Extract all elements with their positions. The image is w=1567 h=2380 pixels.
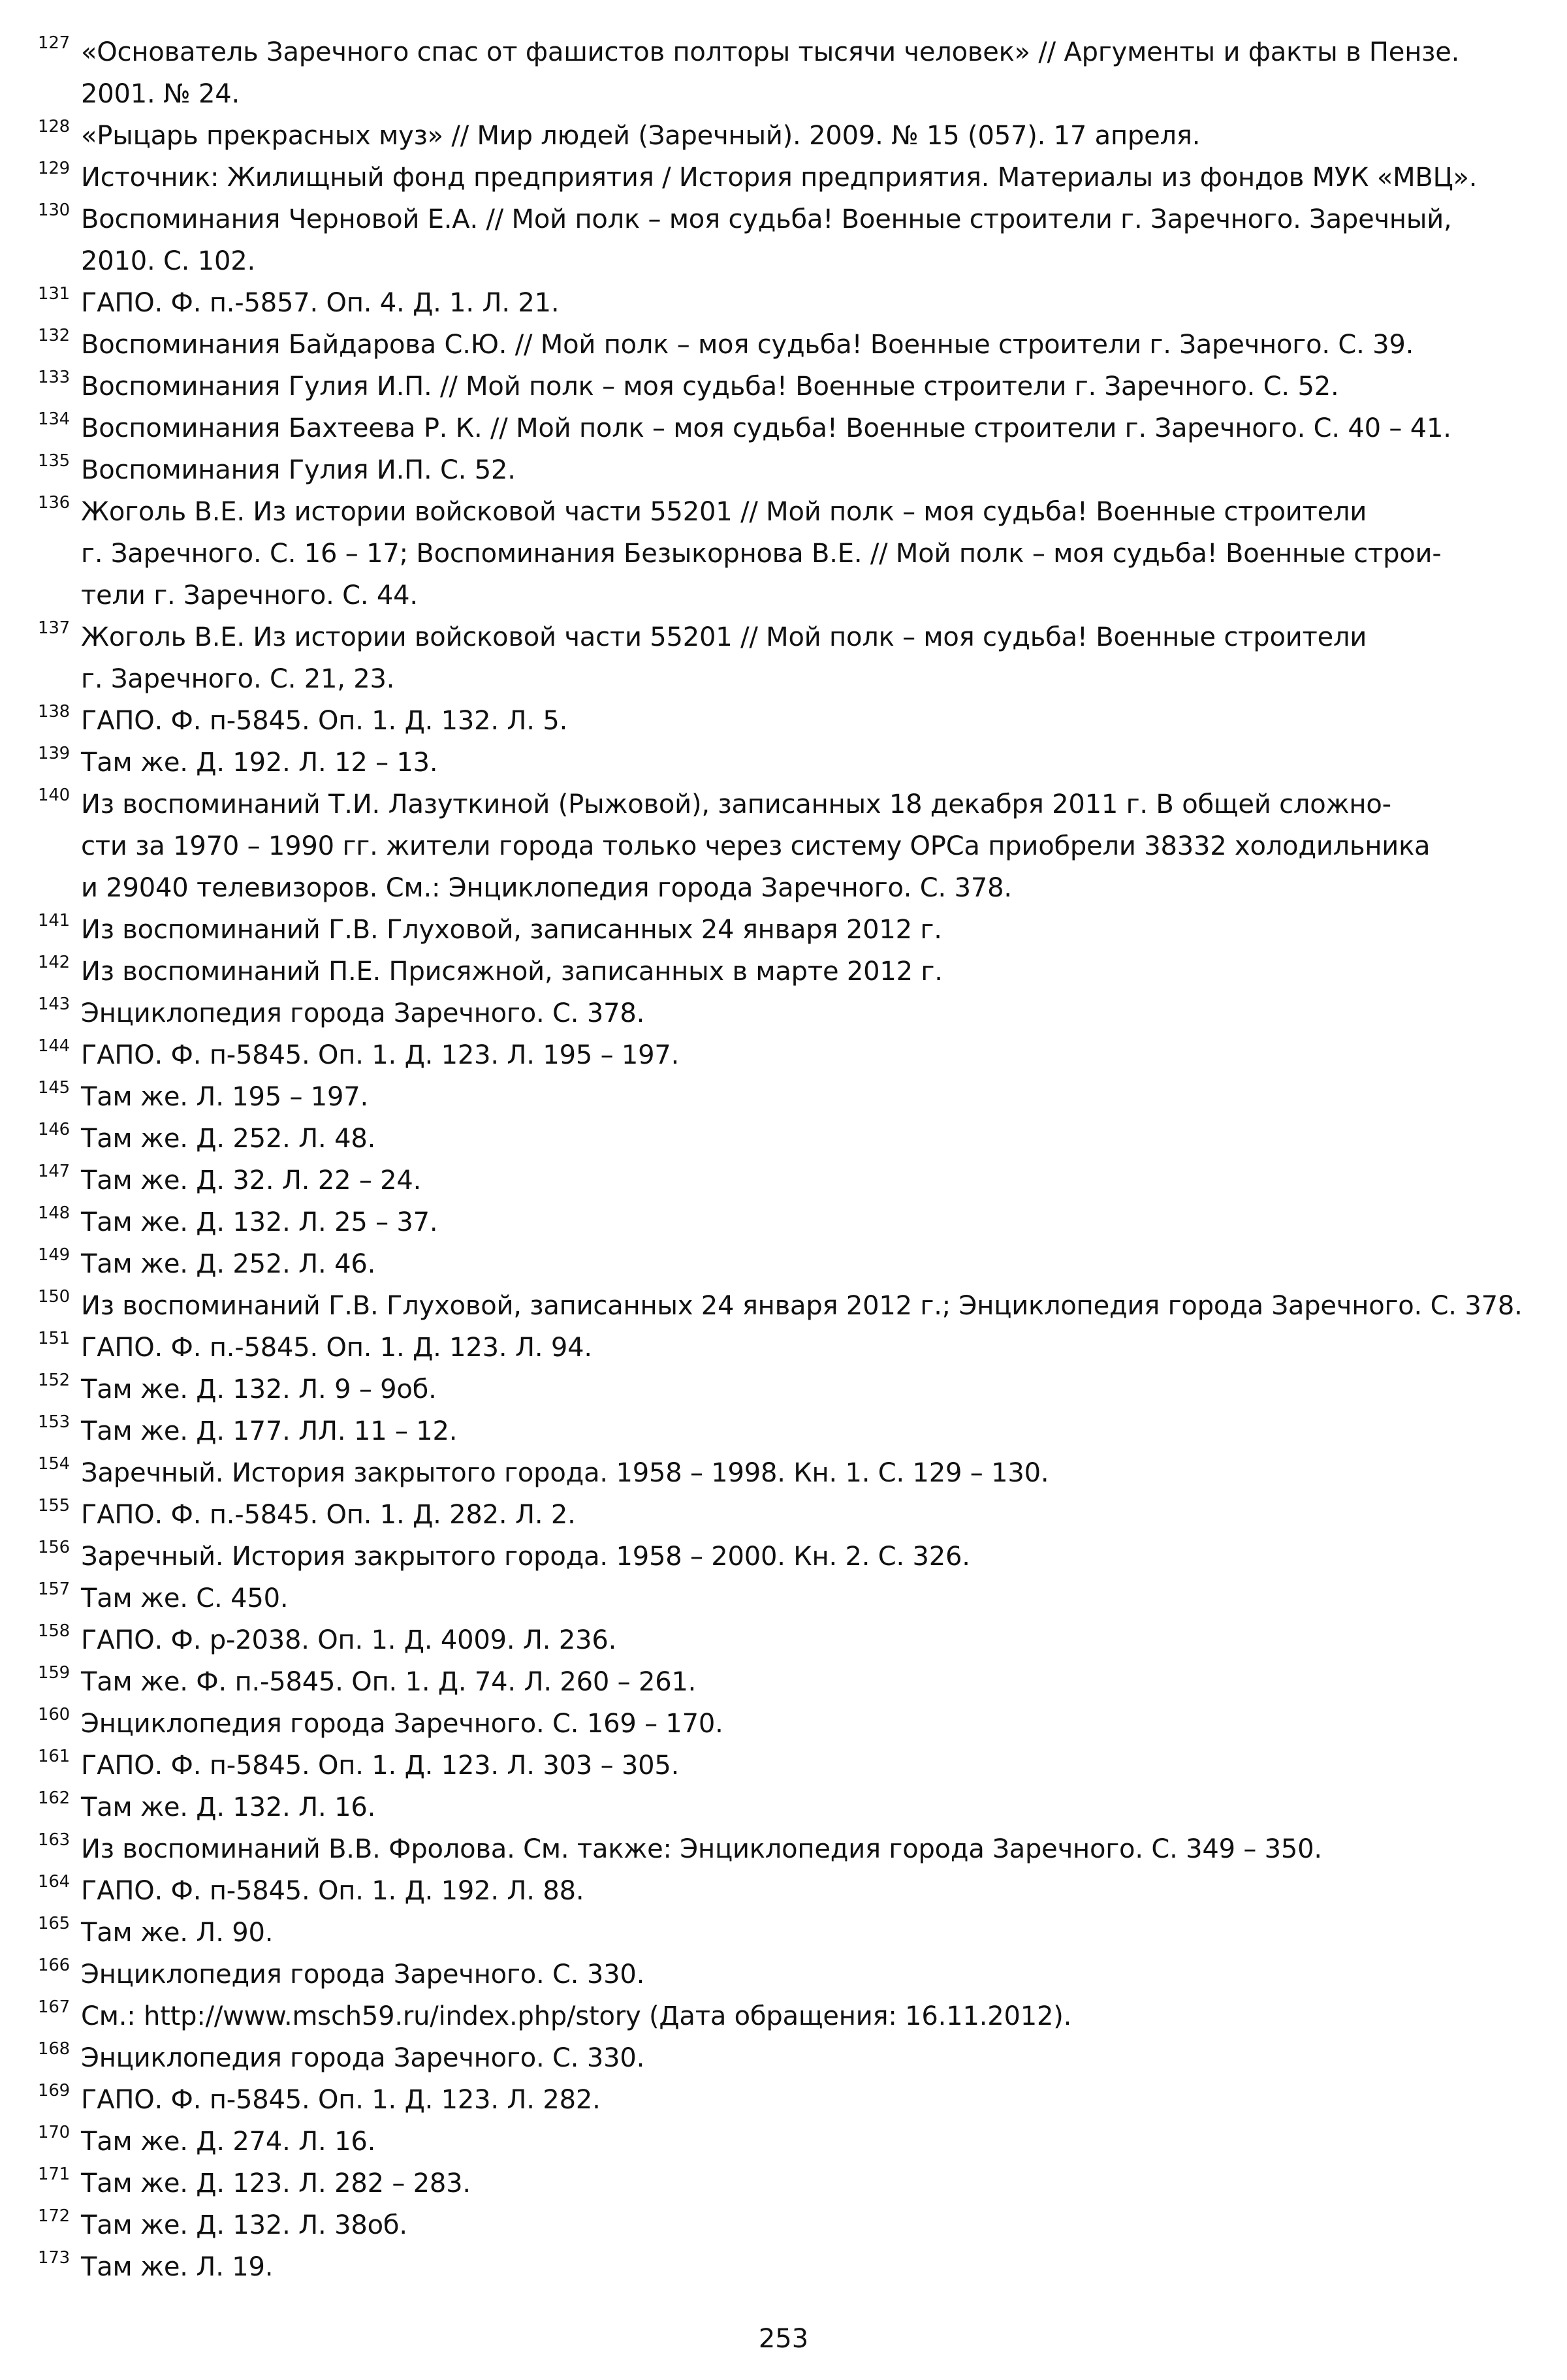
footnote [38, 616, 1540, 700]
footnote [38, 784, 1540, 909]
footnote-text [81, 1619, 1540, 1661]
footnote-text [81, 2037, 1540, 2079]
footnote-number: 156 [38, 1538, 71, 1557]
footnote-number: 147 [38, 1162, 71, 1181]
footnote-text [81, 1745, 1540, 1786]
footnote-line: Там же. Д. 132. Л. 25 – 37. [81, 1207, 438, 1237]
footnote-text [81, 1285, 1540, 1327]
footnote [38, 1494, 1540, 1536]
footnote [38, 366, 1540, 407]
footnote-text [81, 31, 1540, 115]
footnote-line: Воспоминания Байдарова С.Ю. // Мой полк – моя судьба! Военные строители г. Заречного. С. 39. [81, 330, 1414, 360]
footnote-number: 170 [38, 2123, 71, 2142]
footnote [38, 2163, 1540, 2204]
footnote [38, 31, 1540, 115]
footnote-number: 141 [38, 911, 71, 930]
footnote-line: ГАПО. Ф. п.-5845. Оп. 1. Д. 282. Л. 2. [81, 1500, 576, 1530]
footnote [38, 1160, 1540, 1201]
footnote-line: Из воспоминаний Г.В. Глуховой, записанных 24 января 2012 г.; Энциклопедия города Заречного. С. 378. [81, 1291, 1523, 1321]
footnote-text [81, 1786, 1540, 1828]
footnote-number: 130 [38, 200, 71, 220]
footnote [38, 700, 1540, 742]
footnote-line: Там же. Д. 252. Л. 48. [81, 1124, 376, 1154]
footnote-number: 138 [38, 702, 71, 722]
footnote-number: 128 [38, 117, 71, 136]
footnote-text [81, 1076, 1540, 1118]
footnote-line: г. Заречного. С. 21, 23. [81, 664, 395, 694]
footnote-number: 164 [38, 1872, 71, 1892]
footnote-line: Заречный. История закрытого города. 1958 – 2000. Кн. 2. С. 326. [81, 1542, 970, 1572]
footnote-line: 2001. № 24. [81, 79, 240, 109]
footnote-text [81, 2163, 1540, 2204]
footnote-line: Из воспоминаний Г.В. Глуховой, записанных 24 января 2012 г. [81, 915, 942, 945]
footnote-number: 173 [38, 2248, 71, 2268]
footnote-text [81, 1954, 1540, 1995]
footnote [38, 1452, 1540, 1494]
footnote [38, 449, 1540, 491]
footnote-number: 160 [38, 1705, 71, 1724]
footnote-line: Там же. Д. 252. Л. 46. [81, 1249, 376, 1279]
footnote-number: 150 [38, 1287, 71, 1307]
footnote-text [81, 1327, 1540, 1369]
footnote-line: Заречный. История закрытого города. 1958 – 1998. Кн. 1. С. 129 – 130. [81, 1458, 1049, 1488]
footnote-number: 148 [38, 1203, 71, 1223]
footnote-line: Энциклопедия города Заречного. С. 378. [81, 998, 645, 1028]
footnote [38, 2037, 1540, 2079]
footnote-text [81, 1034, 1540, 1076]
footnote-text [81, 1452, 1540, 1494]
footnote-text [81, 1578, 1540, 1619]
footnote-number: 127 [38, 33, 71, 53]
footnote-number: 161 [38, 1747, 71, 1766]
footnote-line: и 29040 телевизоров. См.: Энциклопедия города Заречного. С. 378. [81, 873, 1012, 903]
footnote [38, 1870, 1540, 1912]
footnote-number: 154 [38, 1454, 71, 1474]
footnote-text [81, 2079, 1540, 2121]
footnote-text [81, 1118, 1540, 1160]
footnote [38, 1285, 1540, 1327]
footnote-number: 155 [38, 1496, 71, 1515]
footnote [38, 2204, 1540, 2246]
footnote-number: 133 [38, 368, 71, 387]
footnote-line: Воспоминания Бахтеева Р. К. // Мой полк – моя судьба! Военные строители г. Заречного. С. 40 – 41. [81, 413, 1451, 443]
footnote-line: Энциклопедия города Заречного. С. 169 – 170. [81, 1709, 723, 1739]
footnote-number: 157 [38, 1579, 71, 1599]
footnote-number: 139 [38, 744, 71, 763]
footnote [38, 992, 1540, 1034]
footnote-line: «Основатель Заречного спас от фашистов полторы тысячи человек» // Аргументы и факты в Пензе. [81, 37, 1460, 67]
footnote-text [81, 742, 1540, 784]
footnote-line: «Рыцарь прекрасных муз» // Мир людей (Заречный). 2009. № 15 (057). 17 апреля. [81, 121, 1201, 151]
footnote-text [81, 1369, 1540, 1410]
footnote [38, 1661, 1540, 1703]
footnote-text [81, 366, 1540, 407]
footnote-line: 2010. С. 102. [81, 246, 256, 276]
footnote-number: 169 [38, 2081, 71, 2101]
footnote-line: Там же. Ф. п.-5845. Оп. 1. Д. 74. Л. 260 – 261. [81, 1667, 697, 1697]
footnote-line: Воспоминания Гулия И.П. // Мой полк – моя судьба! Военные строители г. Заречного. С. 52. [81, 372, 1339, 402]
footnote [38, 909, 1540, 951]
footnote-text [81, 1703, 1540, 1745]
footnote-line: Там же. Д. 123. Л. 282 – 283. [81, 2168, 471, 2198]
footnote [38, 742, 1540, 784]
footnote [38, 1369, 1540, 1410]
footnote [38, 1243, 1540, 1285]
footnote-line: ГАПО. Ф. р-2038. Оп. 1. Д. 4009. Л. 236. [81, 1625, 617, 1655]
footnote-text [81, 1410, 1540, 1452]
page-number: 253 [758, 2324, 809, 2354]
footnote-line: ГАПО. Ф. п-5845. Оп. 1. Д. 123. Л. 303 – 305. [81, 1751, 680, 1781]
footnote-number: 158 [38, 1621, 71, 1641]
footnote [38, 1201, 1540, 1243]
footnote [38, 1536, 1540, 1578]
footnote-number: 151 [38, 1329, 71, 1348]
footnote-number: 167 [38, 1997, 71, 2017]
footnote-number: 163 [38, 1830, 71, 1850]
footnote-text [81, 324, 1540, 366]
footnote-number: 159 [38, 1663, 71, 1683]
footnote-text [81, 157, 1540, 198]
footnote-number: 136 [38, 493, 71, 513]
footnote-line: сти за 1970 – 1990 гг. жители города только через систему ОРСа приобрели 38332 холодильника [81, 831, 1431, 861]
footnote-line: Там же. Л. 195 – 197. [81, 1082, 369, 1112]
footnote-line: ГАПО. Ф. п.-5845. Оп. 1. Д. 123. Л. 94. [81, 1333, 592, 1363]
footnote-line: Жоголь В.Е. Из истории войсковой части 55201 // Мой полк – моя судьба! Военные строители [81, 497, 1367, 527]
footnote-text [81, 1828, 1540, 1870]
footnote-line: Энциклопедия города Заречного. С. 330. [81, 2043, 645, 2073]
footnote-number: 135 [38, 451, 71, 471]
footnote-text [81, 115, 1540, 157]
footnote-line: Там же. Л. 90. [81, 1918, 274, 1948]
footnote-line: ГАПО. Ф. п-5845. Оп. 1. Д. 123. Л. 282. [81, 2085, 601, 2115]
footnote-text [81, 1160, 1540, 1201]
footnote-text [81, 1912, 1540, 1954]
footnote-line: Энциклопедия города Заречного. С. 330. [81, 1960, 645, 1990]
footnote-number: 132 [38, 326, 71, 345]
footnote [38, 1912, 1540, 1954]
footnote-line: Из воспоминаний Т.И. Лазуткиной (Рыжовой), записанных 18 декабря 2011 г. В общей сложно- [81, 789, 1391, 819]
footnote-line: См.: http://www.msch59.ru/index.php/story (Дата обращения: 16.11.2012). [81, 2001, 1072, 2031]
footnote [38, 1995, 1540, 2037]
footnote-number: 171 [38, 2165, 71, 2184]
footnote-text [81, 951, 1540, 992]
footnote-line: г. Заречного. С. 16 – 17; Воспоминания Безыкорнова В.Е. // Мой полк – моя судьба! Военные строи- [81, 539, 1442, 569]
footnote-text [81, 449, 1540, 491]
footnote-number: 168 [38, 2039, 71, 2059]
footnote-line: Воспоминания Черновой Е.А. // Мой полк – моя судьба! Военные строители г. Заречного. Заречный, [81, 204, 1452, 234]
footnote-line: Из воспоминаний В.В. Фролова. См. также: Энциклопедия города Заречного. С. 349 – 350. [81, 1834, 1322, 1864]
footnote-number: 137 [38, 618, 71, 638]
footnote [38, 407, 1540, 449]
footnote-number: 143 [38, 994, 71, 1014]
footnote-line: Там же. Д. 192. Л. 12 – 13. [81, 748, 438, 778]
footnote [38, 1954, 1540, 1995]
footnote-number: 145 [38, 1078, 71, 1098]
footnote [38, 491, 1540, 616]
footnote-text [81, 1201, 1540, 1243]
footnote-text [81, 2246, 1540, 2288]
footnote [38, 324, 1540, 366]
footnote-number: 142 [38, 953, 71, 972]
footnote-text [81, 1661, 1540, 1703]
footnote-number: 153 [38, 1412, 71, 1432]
footnote-line: Там же. Л. 19. [81, 2252, 274, 2282]
footnote-text [81, 992, 1540, 1034]
footnote-number: 165 [38, 1914, 71, 1933]
footnote [38, 1034, 1540, 1076]
footnote-text [81, 1995, 1540, 2037]
footnote [38, 1828, 1540, 1870]
footnote-number: 162 [38, 1788, 71, 1808]
footnote [38, 282, 1540, 324]
footnote-line: Жоголь В.Е. Из истории войсковой части 55201 // Мой полк – моя судьба! Военные строители [81, 622, 1367, 652]
footnote-number: 152 [38, 1371, 71, 1390]
footnote-line: Там же. Д. 32. Л. 22 – 24. [81, 1166, 422, 1196]
footnote-number: 134 [38, 409, 71, 429]
footnote [38, 2246, 1540, 2288]
footnote-text [81, 198, 1540, 282]
footnote [38, 1786, 1540, 1828]
footnote-text [81, 909, 1540, 951]
footnote-number: 140 [38, 785, 71, 805]
footnote-number: 144 [38, 1036, 71, 1056]
footnote-number: 172 [38, 2206, 71, 2226]
footnote [38, 2121, 1540, 2163]
footnote-line: Там же. Д. 177. ЛЛ. 11 – 12. [81, 1416, 458, 1446]
footnote-line: ГАПО. Ф. п-5845. Оп. 1. Д. 192. Л. 88. [81, 1876, 584, 1906]
footnote-text [81, 616, 1540, 700]
footnote-text [81, 2204, 1540, 2246]
footnote [38, 157, 1540, 198]
footnote-line: ГАПО. Ф. п-5845. Оп. 1. Д. 123. Л. 195 – 197. [81, 1040, 680, 1070]
footnote-text [81, 1494, 1540, 1536]
footnote-text [81, 700, 1540, 742]
footnote-line: Из воспоминаний П.Е. Присяжной, записанных в марте 2012 г. [81, 957, 943, 987]
footnote-number: 146 [38, 1120, 71, 1139]
footnote-line: Там же. Д. 274. Л. 16. [81, 2127, 376, 2157]
footnote [38, 2079, 1540, 2121]
footnote [38, 1410, 1540, 1452]
footnotes-list [38, 31, 1540, 2288]
footnote-line: тели г. Заречного. С. 44. [81, 580, 418, 611]
footnote-number: 166 [38, 1956, 71, 1975]
footnote-text [81, 1870, 1540, 1912]
footnote-line: Там же. С. 450. [81, 1583, 289, 1613]
footnote [38, 1118, 1540, 1160]
footnote [38, 1327, 1540, 1369]
footnote [38, 1745, 1540, 1786]
footnote [38, 198, 1540, 282]
footnote-text [81, 491, 1540, 616]
footnote-line: Там же. Д. 132. Л. 16. [81, 1792, 376, 1822]
footnote-line: Там же. Д. 132. Л. 9 – 9об. [81, 1374, 437, 1404]
footnote-text [81, 2121, 1540, 2163]
footnote-line: ГАПО. Ф. п-5845. Оп. 1. Д. 132. Л. 5. [81, 706, 568, 736]
footnote-text [81, 1243, 1540, 1285]
footnote-text [81, 407, 1540, 449]
footnote-text [81, 282, 1540, 324]
footnote-number: 149 [38, 1245, 71, 1265]
footnote [38, 115, 1540, 157]
footnote [38, 1619, 1540, 1661]
footnote-line: ГАПО. Ф. п.-5857. Оп. 4. Д. 1. Л. 21. [81, 288, 560, 318]
footnote-line: Воспоминания Гулия И.П. С. 52. [81, 455, 516, 485]
footnote-line: Источник: Жилищный фонд предприятия / История предприятия. Материалы из фондов МУК «МВЦ». [81, 163, 1478, 193]
footnote-text [81, 784, 1540, 909]
footnote [38, 1076, 1540, 1118]
footnote [38, 1578, 1540, 1619]
footnote-number: 129 [38, 159, 71, 178]
footnote-number: 131 [38, 284, 71, 304]
footnote-text [81, 1536, 1540, 1578]
footnote [38, 951, 1540, 992]
footnote-line: Там же. Д. 132. Л. 38об. [81, 2210, 407, 2240]
footnote [38, 1703, 1540, 1745]
